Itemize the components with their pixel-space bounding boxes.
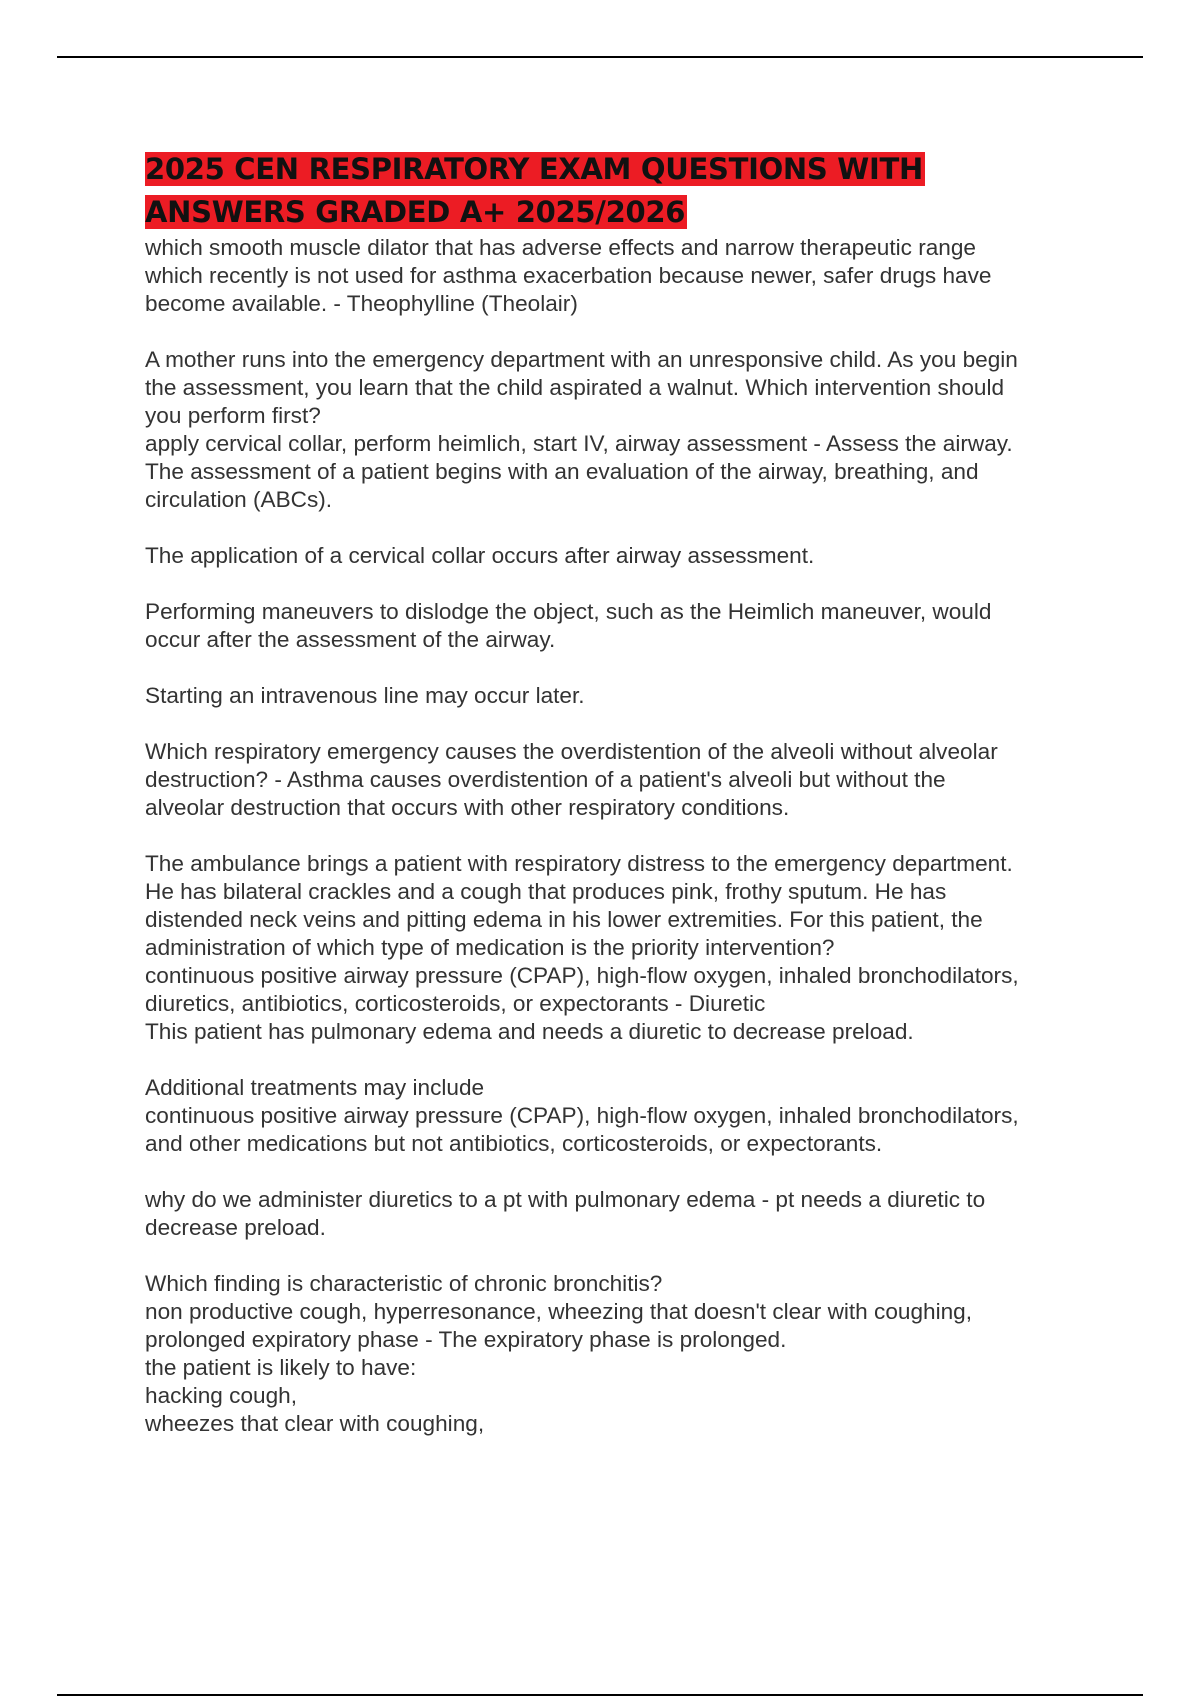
title-line-2: ANSWERS GRADED A+ 2025/2026 bbox=[145, 195, 686, 229]
qa-paragraph bbox=[145, 346, 1105, 514]
text-line: The ambulance brings a patient with respiratory distress to the emergency department. bbox=[145, 851, 1013, 876]
qa-paragraph bbox=[145, 1074, 1105, 1158]
text-line: Starting an intravenous line may occur later. bbox=[145, 683, 585, 708]
text-line: A mother runs into the emergency department with an unresponsive child. As you begin bbox=[145, 347, 1018, 372]
qa-paragraph bbox=[145, 738, 1105, 822]
text-line: destruction? - Asthma causes overdistention of a patient's alveoli but without the bbox=[145, 767, 946, 792]
text-line: administration of which type of medication is the priority intervention? bbox=[145, 935, 835, 960]
text-line: alveolar destruction that occurs with other respiratory conditions. bbox=[145, 795, 790, 820]
text-line: become available. - Theophylline (Theolair) bbox=[145, 291, 578, 316]
text-line: wheezes that clear with coughing, bbox=[145, 1411, 485, 1436]
text-line: which smooth muscle dilator that has adverse effects and narrow therapeutic range bbox=[145, 235, 976, 260]
text-line: The assessment of a patient begins with an evaluation of the airway, breathing, and bbox=[145, 459, 979, 484]
text-line: the patient is likely to have: bbox=[145, 1355, 417, 1380]
text-line: This patient has pulmonary edema and needs a diuretic to decrease preload. bbox=[145, 1019, 914, 1044]
document-title bbox=[145, 148, 1105, 234]
text-line: continuous positive airway pressure (CPAP), high-flow oxygen, inhaled bronchodilators, bbox=[145, 963, 1019, 988]
qa-blocks bbox=[145, 234, 1105, 1438]
text-line: The application of a cervical collar occurs after airway assessment. bbox=[145, 543, 815, 568]
title-line-1: 2025 CEN RESPIRATORY EXAM QUESTIONS WITH bbox=[145, 152, 923, 186]
text-line: Which finding is characteristic of chronic bronchitis? bbox=[145, 1271, 663, 1296]
qa-paragraph bbox=[145, 682, 1105, 710]
qa-paragraph bbox=[145, 850, 1105, 1046]
qa-paragraph bbox=[145, 542, 1105, 570]
text-line: continuous positive airway pressure (CPAP), high-flow oxygen, inhaled bronchodilators, bbox=[145, 1103, 1019, 1128]
text-line: He has bilateral crackles and a cough that produces pink, frothy sputum. He has bbox=[145, 879, 947, 904]
text-line: prolonged expiratory phase - The expiratory phase is prolonged. bbox=[145, 1327, 787, 1352]
text-line: non productive cough, hyperresonance, wheezing that doesn't clear with coughing, bbox=[145, 1299, 973, 1324]
top-rule bbox=[57, 56, 1143, 58]
text-line: Performing maneuvers to dislodge the object, such as the Heimlich maneuver, would bbox=[145, 599, 992, 624]
qa-paragraph bbox=[145, 598, 1105, 654]
text-line: you perform first? bbox=[145, 403, 321, 428]
qa-paragraph bbox=[145, 1186, 1105, 1242]
text-line: diuretics, antibiotics, corticosteroids, or expectorants - Diuretic bbox=[145, 991, 766, 1016]
document-body bbox=[145, 148, 1105, 1466]
text-line: distended neck veins and pitting edema in his lower extremities. For this patient, the bbox=[145, 907, 983, 932]
text-line: apply cervical collar, perform heimlich, start IV, airway assessment - Assess the airway. bbox=[145, 431, 1013, 456]
bottom-rule bbox=[57, 1694, 1143, 1696]
text-line: Additional treatments may include bbox=[145, 1075, 485, 1100]
text-line: occur after the assessment of the airway. bbox=[145, 627, 556, 652]
qa-paragraph bbox=[145, 234, 1105, 318]
text-line: why do we administer diuretics to a pt with pulmonary edema - pt needs a diuretic to bbox=[145, 1187, 986, 1212]
text-line: which recently is not used for asthma exacerbation because newer, safer drugs have bbox=[145, 263, 992, 288]
text-line: circulation (ABCs). bbox=[145, 487, 333, 512]
text-line: decrease preload. bbox=[145, 1215, 326, 1240]
text-line: and other medications but not antibiotics, corticosteroids, or expectorants. bbox=[145, 1131, 883, 1156]
text-line: Which respiratory emergency causes the overdistention of the alveoli without alveolar bbox=[145, 739, 998, 764]
text-line: hacking cough, bbox=[145, 1383, 297, 1408]
qa-paragraph bbox=[145, 1270, 1105, 1438]
text-line: the assessment, you learn that the child aspirated a walnut. Which intervention should bbox=[145, 375, 1005, 400]
